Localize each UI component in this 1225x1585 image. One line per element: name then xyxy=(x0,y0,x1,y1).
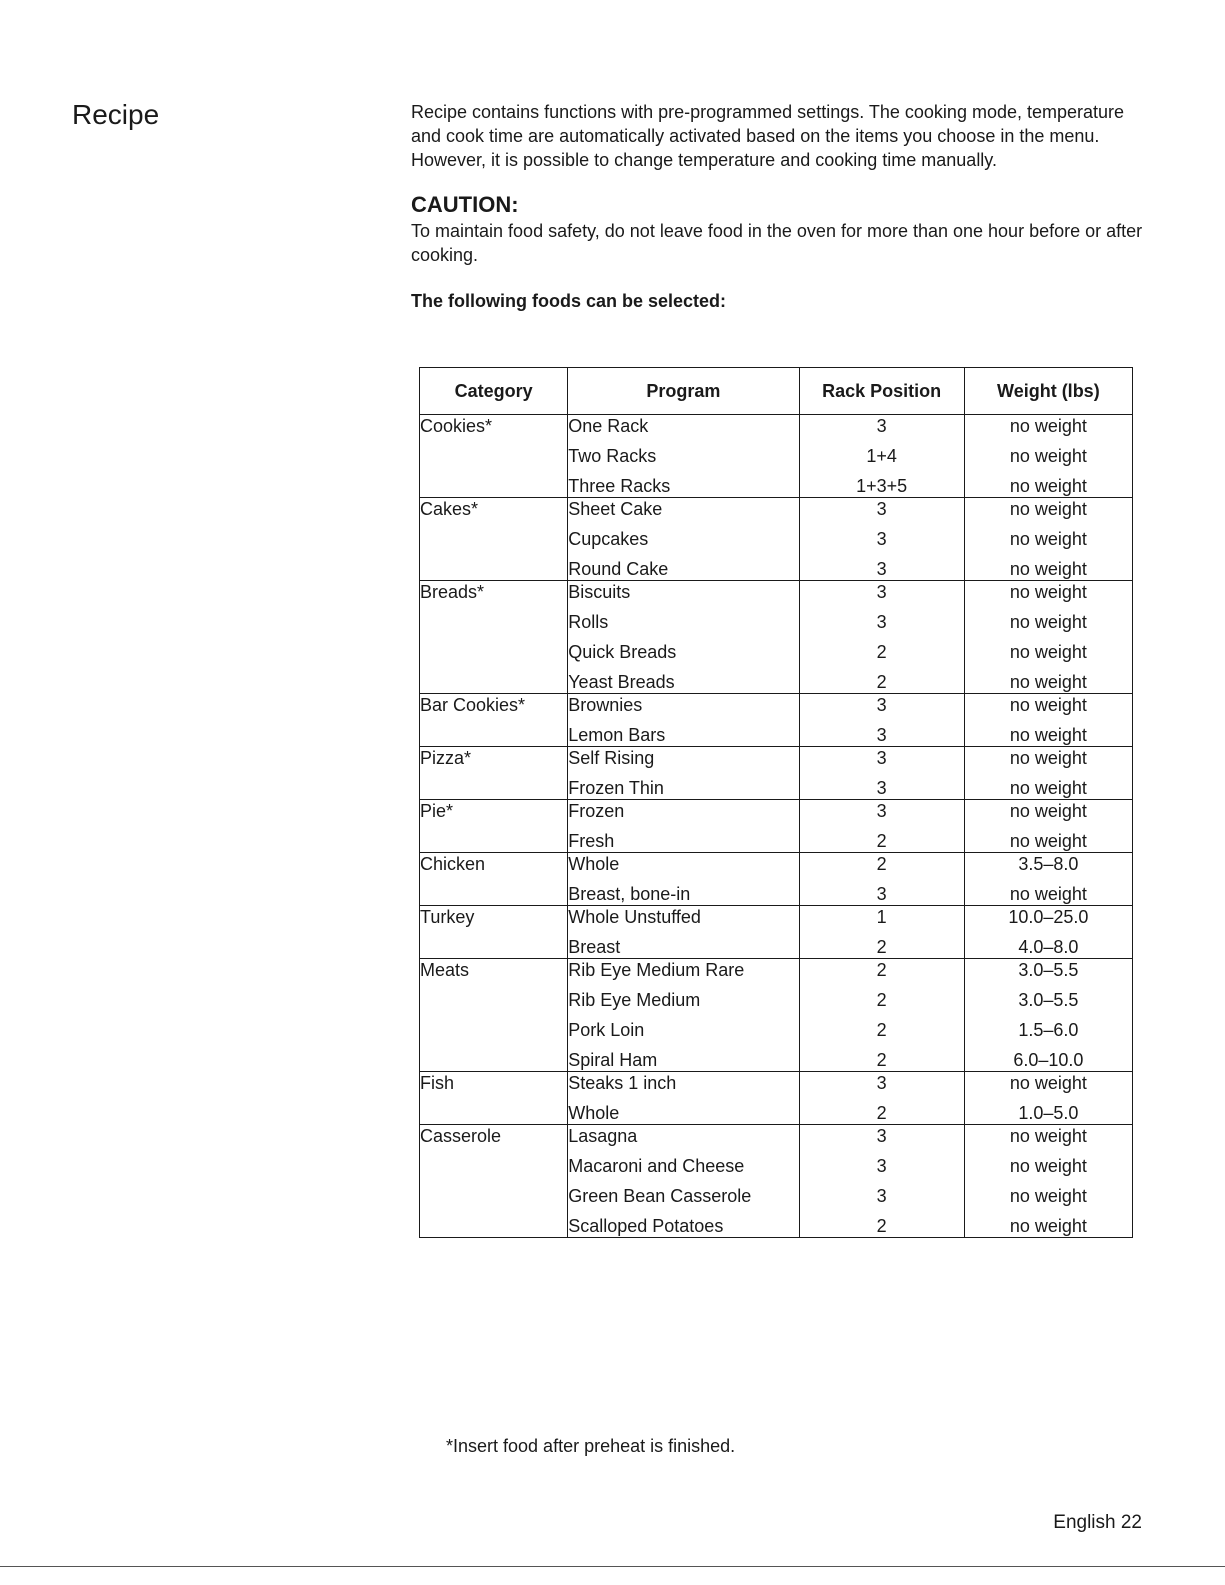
rack-value: 2 xyxy=(876,831,887,851)
program-cell xyxy=(568,853,799,906)
rack-value: 2 xyxy=(876,1216,887,1236)
rack-value: 2 xyxy=(876,854,887,874)
rack-cell xyxy=(799,498,964,581)
rack-cell xyxy=(799,415,964,498)
program-item: Steaks 1 inch xyxy=(568,1073,677,1093)
category-cell: Fish xyxy=(420,1072,568,1125)
rack-cell xyxy=(799,747,964,800)
table-row xyxy=(420,747,1133,800)
program-item: One Rack xyxy=(568,416,649,436)
rack-cell xyxy=(799,1125,964,1238)
program-item: Green Bean Casserole xyxy=(568,1186,752,1206)
weight-value: 10.0–25.0 xyxy=(1008,907,1089,927)
table-row xyxy=(420,1125,1133,1238)
weight-value: no weight xyxy=(1009,446,1087,466)
weight-value: no weight xyxy=(1009,642,1087,662)
rack-value: 2 xyxy=(876,1103,887,1123)
weight-value: no weight xyxy=(1009,1126,1087,1146)
program-item: Rib Eye Medium xyxy=(568,990,701,1010)
weight-value: no weight xyxy=(1009,778,1087,798)
rack-cell xyxy=(799,959,964,1072)
rack-value: 3 xyxy=(876,582,887,602)
weight-value: no weight xyxy=(1009,1186,1087,1206)
rack-value: 3 xyxy=(876,529,887,549)
weight-cell xyxy=(964,800,1132,853)
rack-value: 3 xyxy=(876,559,887,579)
weight-cell xyxy=(964,1072,1132,1125)
program-item: Breast xyxy=(568,937,621,957)
header-rack-position: Rack Position xyxy=(799,368,964,415)
rack-value: 2 xyxy=(876,642,887,662)
program-item: Pork Loin xyxy=(568,1020,645,1040)
header-category: Category xyxy=(420,368,568,415)
rack-value: 3 xyxy=(876,748,887,768)
program-item: Lasagna xyxy=(568,1126,638,1146)
rack-value: 2 xyxy=(876,1050,887,1070)
weight-cell xyxy=(964,853,1132,906)
weight-cell xyxy=(964,959,1132,1072)
program-item: Frozen Thin xyxy=(568,778,664,798)
rack-value: 2 xyxy=(876,990,887,1010)
weight-value: no weight xyxy=(1009,1216,1087,1236)
category-cell: Chicken xyxy=(420,853,568,906)
rack-cell xyxy=(799,800,964,853)
weight-value: no weight xyxy=(1009,529,1087,549)
weight-value: no weight xyxy=(1009,748,1087,768)
rack-value: 3 xyxy=(876,1126,887,1146)
table-row xyxy=(420,800,1133,853)
category-cell: Meats xyxy=(420,959,568,1072)
table-row xyxy=(420,694,1133,747)
caution-text: To maintain food safety, do not leave food in the oven for more than one hour before or after cooking. xyxy=(411,221,1143,265)
weight-cell xyxy=(964,1125,1132,1238)
table-row xyxy=(420,581,1133,694)
category-cell: Pie* xyxy=(420,800,568,853)
table-row xyxy=(420,906,1133,959)
program-item: Two Racks xyxy=(568,446,657,466)
program-cell xyxy=(568,1072,799,1125)
bottom-rule xyxy=(0,1566,1225,1567)
page-number: English 22 xyxy=(1053,1512,1142,1533)
rack-value: 3 xyxy=(876,695,887,715)
weight-value: 6.0–10.0 xyxy=(1013,1050,1084,1070)
program-cell xyxy=(568,415,799,498)
weight-cell xyxy=(964,415,1132,498)
footnote: *Insert food after preheat is finished. xyxy=(446,1436,736,1456)
program-item: Whole xyxy=(568,1103,620,1123)
program-cell xyxy=(568,581,799,694)
program-cell xyxy=(568,694,799,747)
weight-value: no weight xyxy=(1009,1073,1087,1093)
weight-value: no weight xyxy=(1009,1156,1087,1176)
program-item: Round Cake xyxy=(568,559,669,579)
rack-value: 3 xyxy=(876,725,887,745)
program-item: Rib Eye Medium Rare xyxy=(568,960,745,980)
program-item: Fresh xyxy=(568,831,615,851)
rack-cell xyxy=(799,581,964,694)
program-cell xyxy=(568,747,799,800)
program-item: Cupcakes xyxy=(568,529,649,549)
table-row xyxy=(420,959,1133,1072)
weight-value: no weight xyxy=(1009,416,1087,436)
header-program: Program xyxy=(568,368,799,415)
section-title: Recipe xyxy=(72,99,160,130)
weight-cell xyxy=(964,747,1132,800)
category-cell: Breads* xyxy=(420,581,568,694)
program-item: Lemon Bars xyxy=(568,725,666,745)
rack-value: 3 xyxy=(876,884,887,904)
rack-value: 2 xyxy=(876,1020,887,1040)
header-weight: Weight (lbs) xyxy=(964,368,1132,415)
content-column xyxy=(411,100,1146,313)
program-cell xyxy=(568,498,799,581)
weight-cell xyxy=(964,906,1132,959)
rack-cell xyxy=(799,1072,964,1125)
weight-value: no weight xyxy=(1009,476,1087,496)
weight-value: 3.0–5.5 xyxy=(1018,990,1079,1010)
program-cell xyxy=(568,1125,799,1238)
rack-value: 3 xyxy=(876,1186,887,1206)
program-item: Brownies xyxy=(568,695,643,715)
weight-value: no weight xyxy=(1009,695,1087,715)
weight-value: no weight xyxy=(1009,725,1087,745)
weight-value: 4.0–8.0 xyxy=(1018,937,1079,957)
program-item: Sheet Cake xyxy=(568,499,663,519)
weight-cell xyxy=(964,581,1132,694)
program-item: Breast, bone-in xyxy=(568,884,691,904)
category-cell: Cakes* xyxy=(420,498,568,581)
recipe-table-body xyxy=(420,415,1133,1238)
rack-value: 3 xyxy=(876,416,887,436)
weight-value: 1.0–5.0 xyxy=(1018,1103,1079,1123)
weight-cell xyxy=(964,694,1132,747)
program-item: Whole xyxy=(568,854,620,874)
weight-value: no weight xyxy=(1009,499,1087,519)
weight-cell xyxy=(964,498,1132,581)
program-item: Biscuits xyxy=(568,582,631,602)
foods-heading: The following foods can be selected: xyxy=(411,291,727,311)
program-item: Whole Unstuffed xyxy=(568,907,701,927)
program-item: Macaroni and Cheese xyxy=(568,1156,745,1176)
rack-value: 3 xyxy=(876,1073,887,1093)
weight-value: 1.5–6.0 xyxy=(1018,1020,1079,1040)
rack-value: 1+4 xyxy=(866,446,897,466)
program-item: Scalloped Potatoes xyxy=(568,1216,724,1236)
weight-value: 3.0–5.5 xyxy=(1018,960,1079,980)
rack-value: 2 xyxy=(876,672,887,692)
program-item: Three Racks xyxy=(568,476,671,496)
program-item: Self Rising xyxy=(568,748,655,768)
table-row xyxy=(420,415,1133,498)
rack-value: 1+3+5 xyxy=(856,476,908,496)
rack-value: 3 xyxy=(876,612,887,632)
caution-heading: CAUTION: xyxy=(411,192,519,217)
table-header-row xyxy=(420,368,1133,415)
rack-value: 3 xyxy=(876,801,887,821)
table-row xyxy=(420,853,1133,906)
table-row xyxy=(420,1072,1133,1125)
program-item: Quick Breads xyxy=(568,642,677,662)
category-cell: Turkey xyxy=(420,906,568,959)
rack-value: 3 xyxy=(876,499,887,519)
category-cell: Casserole xyxy=(420,1125,568,1238)
recipe-table xyxy=(419,367,1133,1238)
rack-value: 2 xyxy=(876,937,887,957)
rack-value: 3 xyxy=(876,778,887,798)
weight-value: no weight xyxy=(1009,582,1087,602)
weight-value: no weight xyxy=(1009,559,1087,579)
program-item: Spiral Ham xyxy=(568,1050,658,1070)
rack-cell xyxy=(799,906,964,959)
program-cell xyxy=(568,959,799,1072)
intro-paragraph: Recipe contains functions with pre-programmed settings. The cooking mode, temperature and cook time are automatically activated based on the items you choose in the menu. However, it is possible to change temperature and cooking time manually. xyxy=(411,102,1125,170)
weight-value: no weight xyxy=(1009,801,1087,821)
rack-value: 1 xyxy=(876,907,887,927)
rack-value: 3 xyxy=(876,1156,887,1176)
rack-cell xyxy=(799,694,964,747)
program-cell xyxy=(568,800,799,853)
category-cell: Pizza* xyxy=(420,747,568,800)
program-item: Yeast Breads xyxy=(568,672,675,692)
category-cell: Bar Cookies* xyxy=(420,694,568,747)
weight-value: no weight xyxy=(1009,672,1087,692)
weight-value: no weight xyxy=(1009,831,1087,851)
weight-value: no weight xyxy=(1009,612,1087,632)
rack-value: 2 xyxy=(876,960,887,980)
weight-value: 3.5–8.0 xyxy=(1018,854,1079,874)
program-cell xyxy=(568,906,799,959)
rack-cell xyxy=(799,853,964,906)
weight-value: no weight xyxy=(1009,884,1087,904)
program-item: Rolls xyxy=(568,612,609,632)
program-item: Frozen xyxy=(568,801,625,821)
category-cell: Cookies* xyxy=(420,415,568,498)
table-row xyxy=(420,498,1133,581)
